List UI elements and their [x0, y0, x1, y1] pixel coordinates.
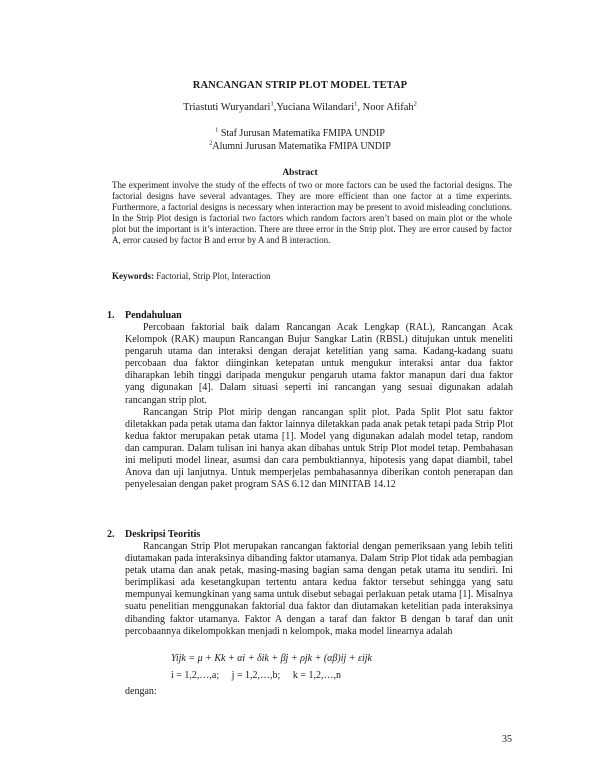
author-name: Noor Afifah: [362, 102, 414, 113]
keywords: [112, 271, 512, 281]
section-number: 1.: [107, 310, 115, 321]
author-affiliation-mark: 1: [354, 100, 358, 108]
equation-indices: i = 1,2,…,a; j = 1,2,…,b; k = 1,2,…,n: [171, 670, 341, 681]
affiliation-mark: 2: [209, 139, 213, 147]
author-name: Yuciana Wilandari: [276, 102, 355, 113]
paragraph: Rancangan Strip Plot mirip dengan rancangan split plot. Pada Split Plot satu faktor diletakkan pada petak utama dan faktor lainnya diletakkan pada anak petak tetapi pada Strip Plot kedua faktor merupakan petak utama [1]. Model yang digunakan adalah model tetap, random dan campuran. Dalam tulisan ini hanya akan dibahas untuk Strip Plot model tetap. Pembahasan ini meliputi model linear, asumsi dan cara pembuktiannya, hipotesis yang dapat diambil, tabel Anova dan uji lanjutnya. Untuk memperjelas pembahasannya diberikan contoh penerapan dan penyelesaian dengan paket program SAS 6.12 dan MINITAB 14.12: [125, 406, 513, 491]
page-number: 35: [502, 734, 512, 745]
section-heading-pendahuluan: [107, 310, 182, 321]
keywords-label: Keywords:: [112, 271, 154, 281]
section-title: Pendahuluan: [125, 310, 182, 321]
keywords-text: Factorial, Strip Plot, Interaction: [156, 271, 271, 281]
abstract-text: The experiment involve the study of the effects of two or more factors can be used the factorial designs. The factorial designs have several advantages. They are more efficient than one factor at a time experints. Furthermore, a factorial designs is necessary when interaction may be present to avoid misleading conclutions. In the Strip Plot design is factorial two factors which random factors aren’t based on main plot or the whole plot but the important is it’s interaction. There are three error in the Strip plot. They are error caused by factor A, error caused by factor B and error by A and B interaction.: [112, 180, 512, 246]
abstract-heading: Abstract: [282, 168, 318, 178]
author-list: Triastuti Wuryandari$^1$,Yuciana Wilandari$^1$, Noor Afifah$^2$: [183, 100, 417, 113]
equation-followup-text: dengan:: [125, 686, 157, 697]
paper-title: RANCANGAN STRIP PLOT MODEL TETAP: [192, 80, 408, 91]
affiliation-1: [0, 128, 600, 139]
affiliation-text: Alumni Jurusan Matematika FMIPA UNDIP: [212, 141, 391, 152]
affiliation-mark: 1: [215, 126, 219, 134]
affiliation-2: [0, 141, 600, 152]
author-affiliation-mark: 2: [413, 100, 417, 108]
author-affiliation-mark: 1: [270, 100, 274, 108]
section-number: 2.: [107, 529, 115, 540]
model-equation: Yijk = μ + Kk + αi + δik + βj + ρjk + (αβ)ij + εijk: [171, 653, 372, 664]
author-name: Triastuti Wuryandari: [183, 102, 271, 113]
paragraph: Percobaan faktorial baik dalam Rancangan Acak Lengkap (RAL), Rancangan Acak Kelompok (RAK) maupun Rancangan Bujur Sangkar Latin (RBSL) ditujukan untuk meneliti pengaruh utama dan interaksi dengan derajat ketelitian yang sama. Kadang-kadang suatu percobaan dua faktor diinginkan ketepatan untuk mengukur interaksi antar dua faktor diharapkan lebih tinggi daripada mengukur pengaruh utama faktor manapun dari dua faktor yang digunakan [4]. Dalam situasi seperti ini rancangan yang sesuai digunakan adalah rancangan strip plot.: [125, 322, 513, 406]
paragraph: Rancangan Strip Plot merupakan rancangan faktorial dengan pemeriksaan yang lebih teliti diutamakan pada interaksinya dibanding faktor utamanya. Dalam Strip Plot tidak ada pembagian petak utama dan anak petak, masing-masing bagian sama dengan petak utama itu sendiri. Ini berimplikasi ada kesetangkupan tertentu antara kedua faktor tersebut sehingga yang satu mempunyai kemungkinan yang sama untuk disebut sebagai perlakuan petak utama [1]. Misalnya suatu penelitian menggunakan faktorial dua faktor dan diutamakan ketelitian pada interaksinya dibanding faktor utamanya. Faktor A dengan a taraf dan faktor B dengan b taraf dan unit percobaannya dikelompokkan menjadi n kelompok, maka model linearnya adalah: [125, 541, 513, 637]
section-body-deskripsi-teoritis: [125, 541, 513, 638]
section-title: Deskripsi Teoritis: [125, 529, 201, 540]
affiliation-text: Staf Jurusan Matematika FMIPA UNDIP: [220, 128, 385, 139]
section-body-pendahuluan: [125, 322, 513, 491]
section-heading-deskripsi-teoritis: [107, 529, 200, 540]
